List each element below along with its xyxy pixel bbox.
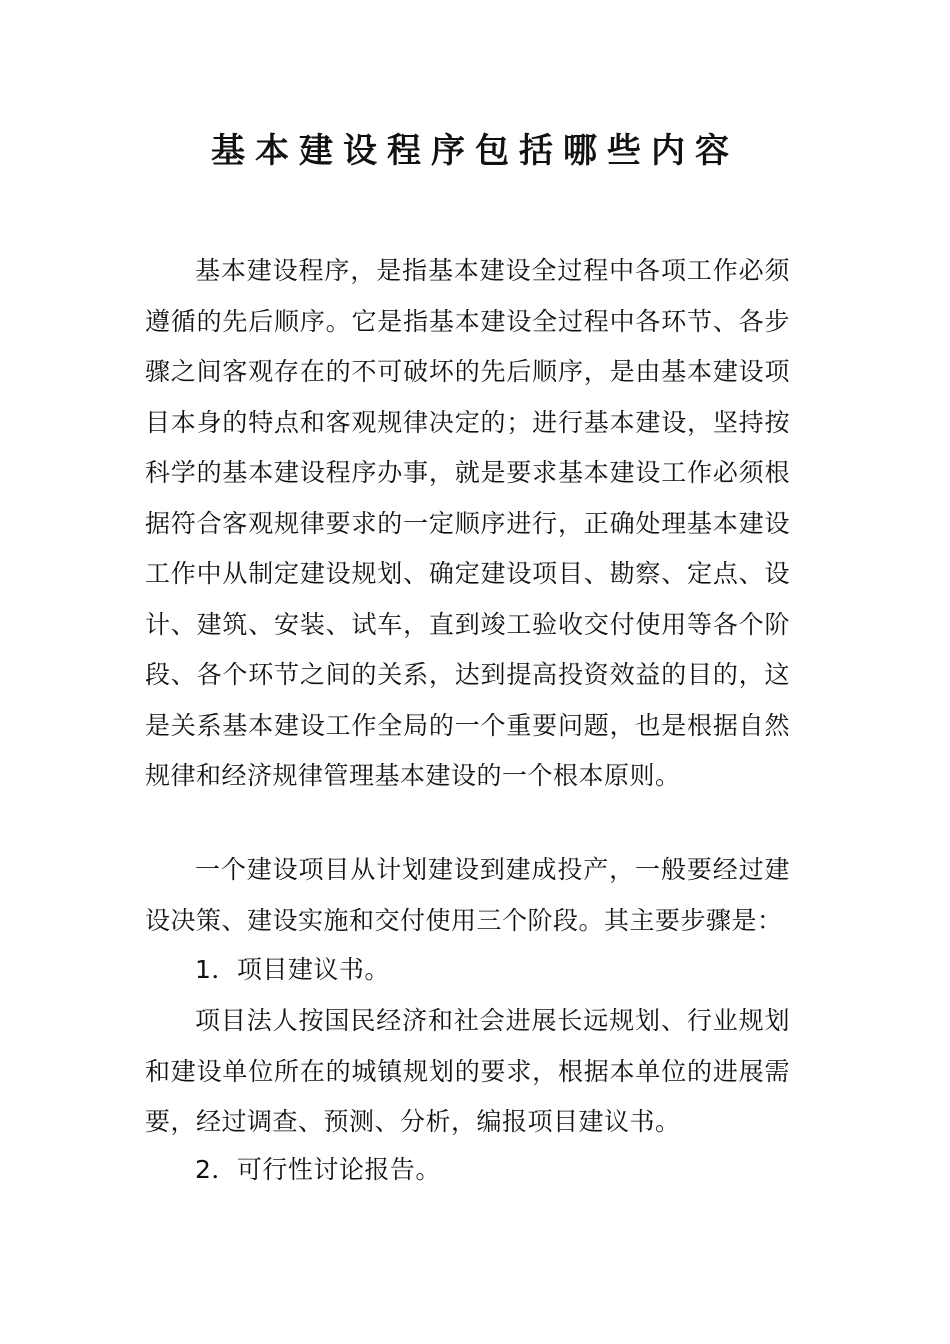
paragraph-stages	[145, 845, 790, 946]
paragraph-text: 基本建设程序，是指基本建设全过程中各项工作必须遵循的先后顺序。它是指基本建设全过程中各环节、各步骤之间客观存在的不可破坏的先后顺序，是由基本建设项目本身的特点和客观规律决定的；进行基本建设，坚持按科学的基本建设程序办事，就是要求基本建设工作必须根据符合客观规律要求的一定顺序进行，正确处理基本建设工作中从制定建设规划、确定建设项目、勘察、定点、设计、建筑、安装、试车，直到竣工验收交付使用等各个阶段、各个环节之间的关系，达到提高投资效益的目的，这是关系基本建设工作全局的一个重要问题，也是根据自然规律和经济规律管理基本建设的一个根本原则。	[145, 256, 790, 790]
paragraph-project-proposal	[145, 996, 790, 1148]
paragraph-text: 项目法人按国民经济和社会进展长远规划、行业规划和建设单位所在的城镇规划的要求，根据本单位的进展需要，经过调查、预测、分析，编报项目建议书。	[145, 1006, 790, 1136]
paragraph-text: 一个建设项目从计划建设到建成投产，一般要经过建设决策、建设实施和交付使用三个阶段。其主要步骤是：	[145, 855, 790, 935]
paragraph-definition	[145, 246, 790, 802]
list-item-text: 1．项目建议书。	[195, 955, 390, 984]
list-item-feasibility-report	[145, 1145, 790, 1196]
list-item-text: 2．可行性讨论报告。	[195, 1155, 441, 1184]
list-item-project-proposal	[145, 945, 790, 996]
document-title: 基本建设程序包括哪些内容	[211, 131, 739, 171]
